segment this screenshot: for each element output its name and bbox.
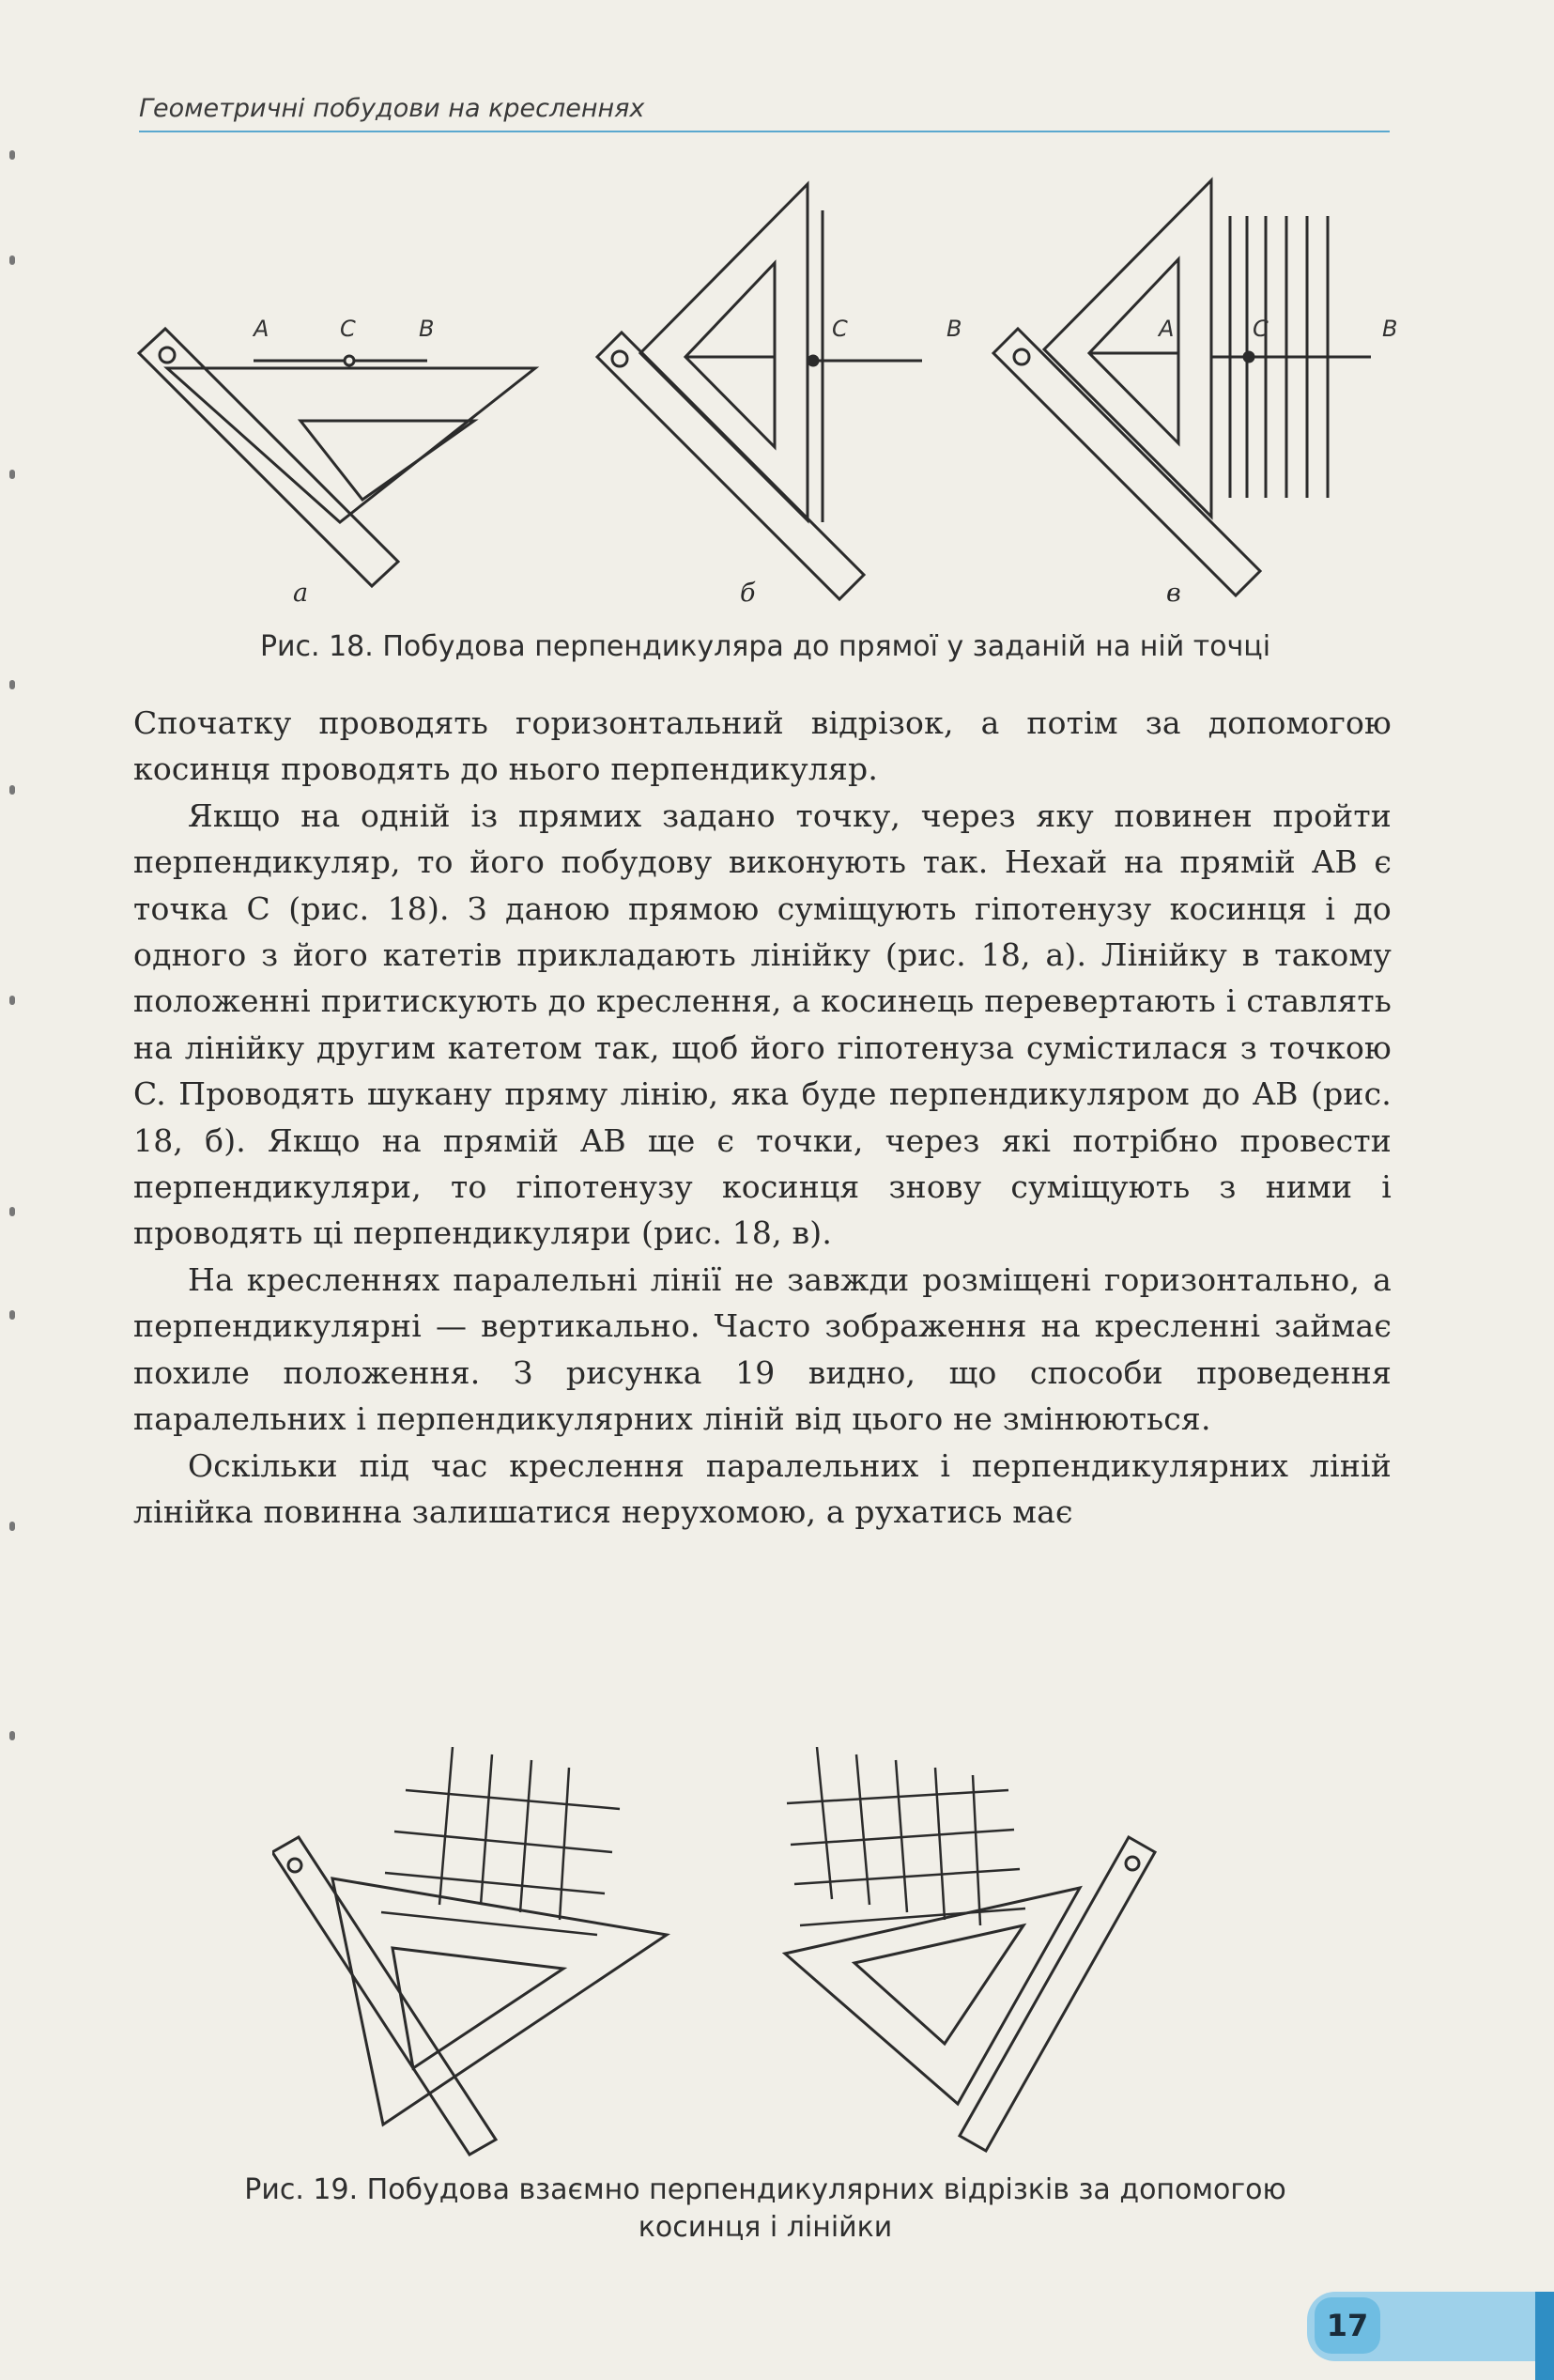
panel-label-b: б [740,579,756,608]
point-label-a3: A [1159,316,1175,342]
figure-19-right [785,1747,1155,2151]
point-label-c2: C [832,316,848,342]
figure-18 [122,169,1437,610]
margin-dot [9,1310,15,1320]
figure-19-caption-line2: косинця і лінійки [638,2211,893,2244]
margin-dot [9,255,15,265]
figure-18-panel-c [993,180,1371,595]
running-header: Геометричні побудови на кресленнях [139,94,645,123]
figure-19-caption [141,2171,1390,2247]
body-text [133,700,1392,1535]
point-label-b1: B [419,316,435,342]
point-label-b2: B [946,316,962,342]
figure-19-left [272,1747,667,2155]
paragraph: Оскільки під час креслення паралельних і перпендикулярних ліній лінійка повинна залишатися нерухомою, а рухатись має [133,1446,1392,1530]
panel-label-a: а [293,579,309,608]
edge-strip [1535,2292,1554,2380]
figure-19-caption-line1: Рис. 19. Побудова взаємно перпендикулярних відрізків за допомогою [244,2173,1286,2206]
point-label-a1: A [254,316,269,342]
point-label-c1: C [340,316,356,342]
paragraph: Якщо на одній із прямих задано точку, через яку повинен пройти перпендикуляр, то його побудову виконують так. Нехай на прямій AB є точка C (рис. 18). З даною прямою суміщують гіпотенузу косинця і до одного з його катетів прикладають лінійку (рис. 18, а). Лінійку в такому положенні притискують до креслення, а косинець перевертають і ставлять на лінійку другим катетом так, щоб його гіпотенуза сумістилася з точкою C. Проводять шукану пряму лінію, яка буде перпендикуляром до AB (рис. 18, б). Якщо на прямій AB ще є точки, через які потрібно провести перпендикуляри, то гіпотенузу косинця знову суміщують з ними і проводять ці перпендикуляри (рис. 18, в). [133,796,1392,1252]
margin-dot [9,470,15,479]
margin-dot [9,996,15,1005]
point-label-c3: C [1253,316,1269,342]
margin-dot [9,1207,15,1216]
paragraph: Спочатку проводять горизонтальний відрізок, а потім за допомогою косинця проводять до нього перпендикуляр. [133,704,1392,788]
figure-18-caption: Рис. 18. Побудова перпендикуляра до прямої у заданій на ній точці [259,630,1271,663]
panel-label-c: в [1166,579,1181,608]
figure-18-panel-b [597,184,922,599]
margin-dot [9,785,15,795]
margin-dot [9,150,15,160]
margin-dot [9,1522,15,1531]
margin-dot [9,1731,15,1740]
figure-19 [272,1747,1211,2160]
margin-dot [9,680,15,689]
figure-18-panel-a [122,169,535,586]
header-rule [139,131,1390,132]
point-label-b3: B [1382,316,1398,342]
paragraph: На кресленнях паралельні лінії не завжди розміщені горизонтально, а перпендикулярні — вертикально. Часто зображення на кресленні займає похиле положення. З рисунка 19 видно, що способи проведення паралельних і перпендикулярних ліній від цього не змінюються. [133,1260,1392,1438]
page-number: 17 [1315,2297,1380,2354]
